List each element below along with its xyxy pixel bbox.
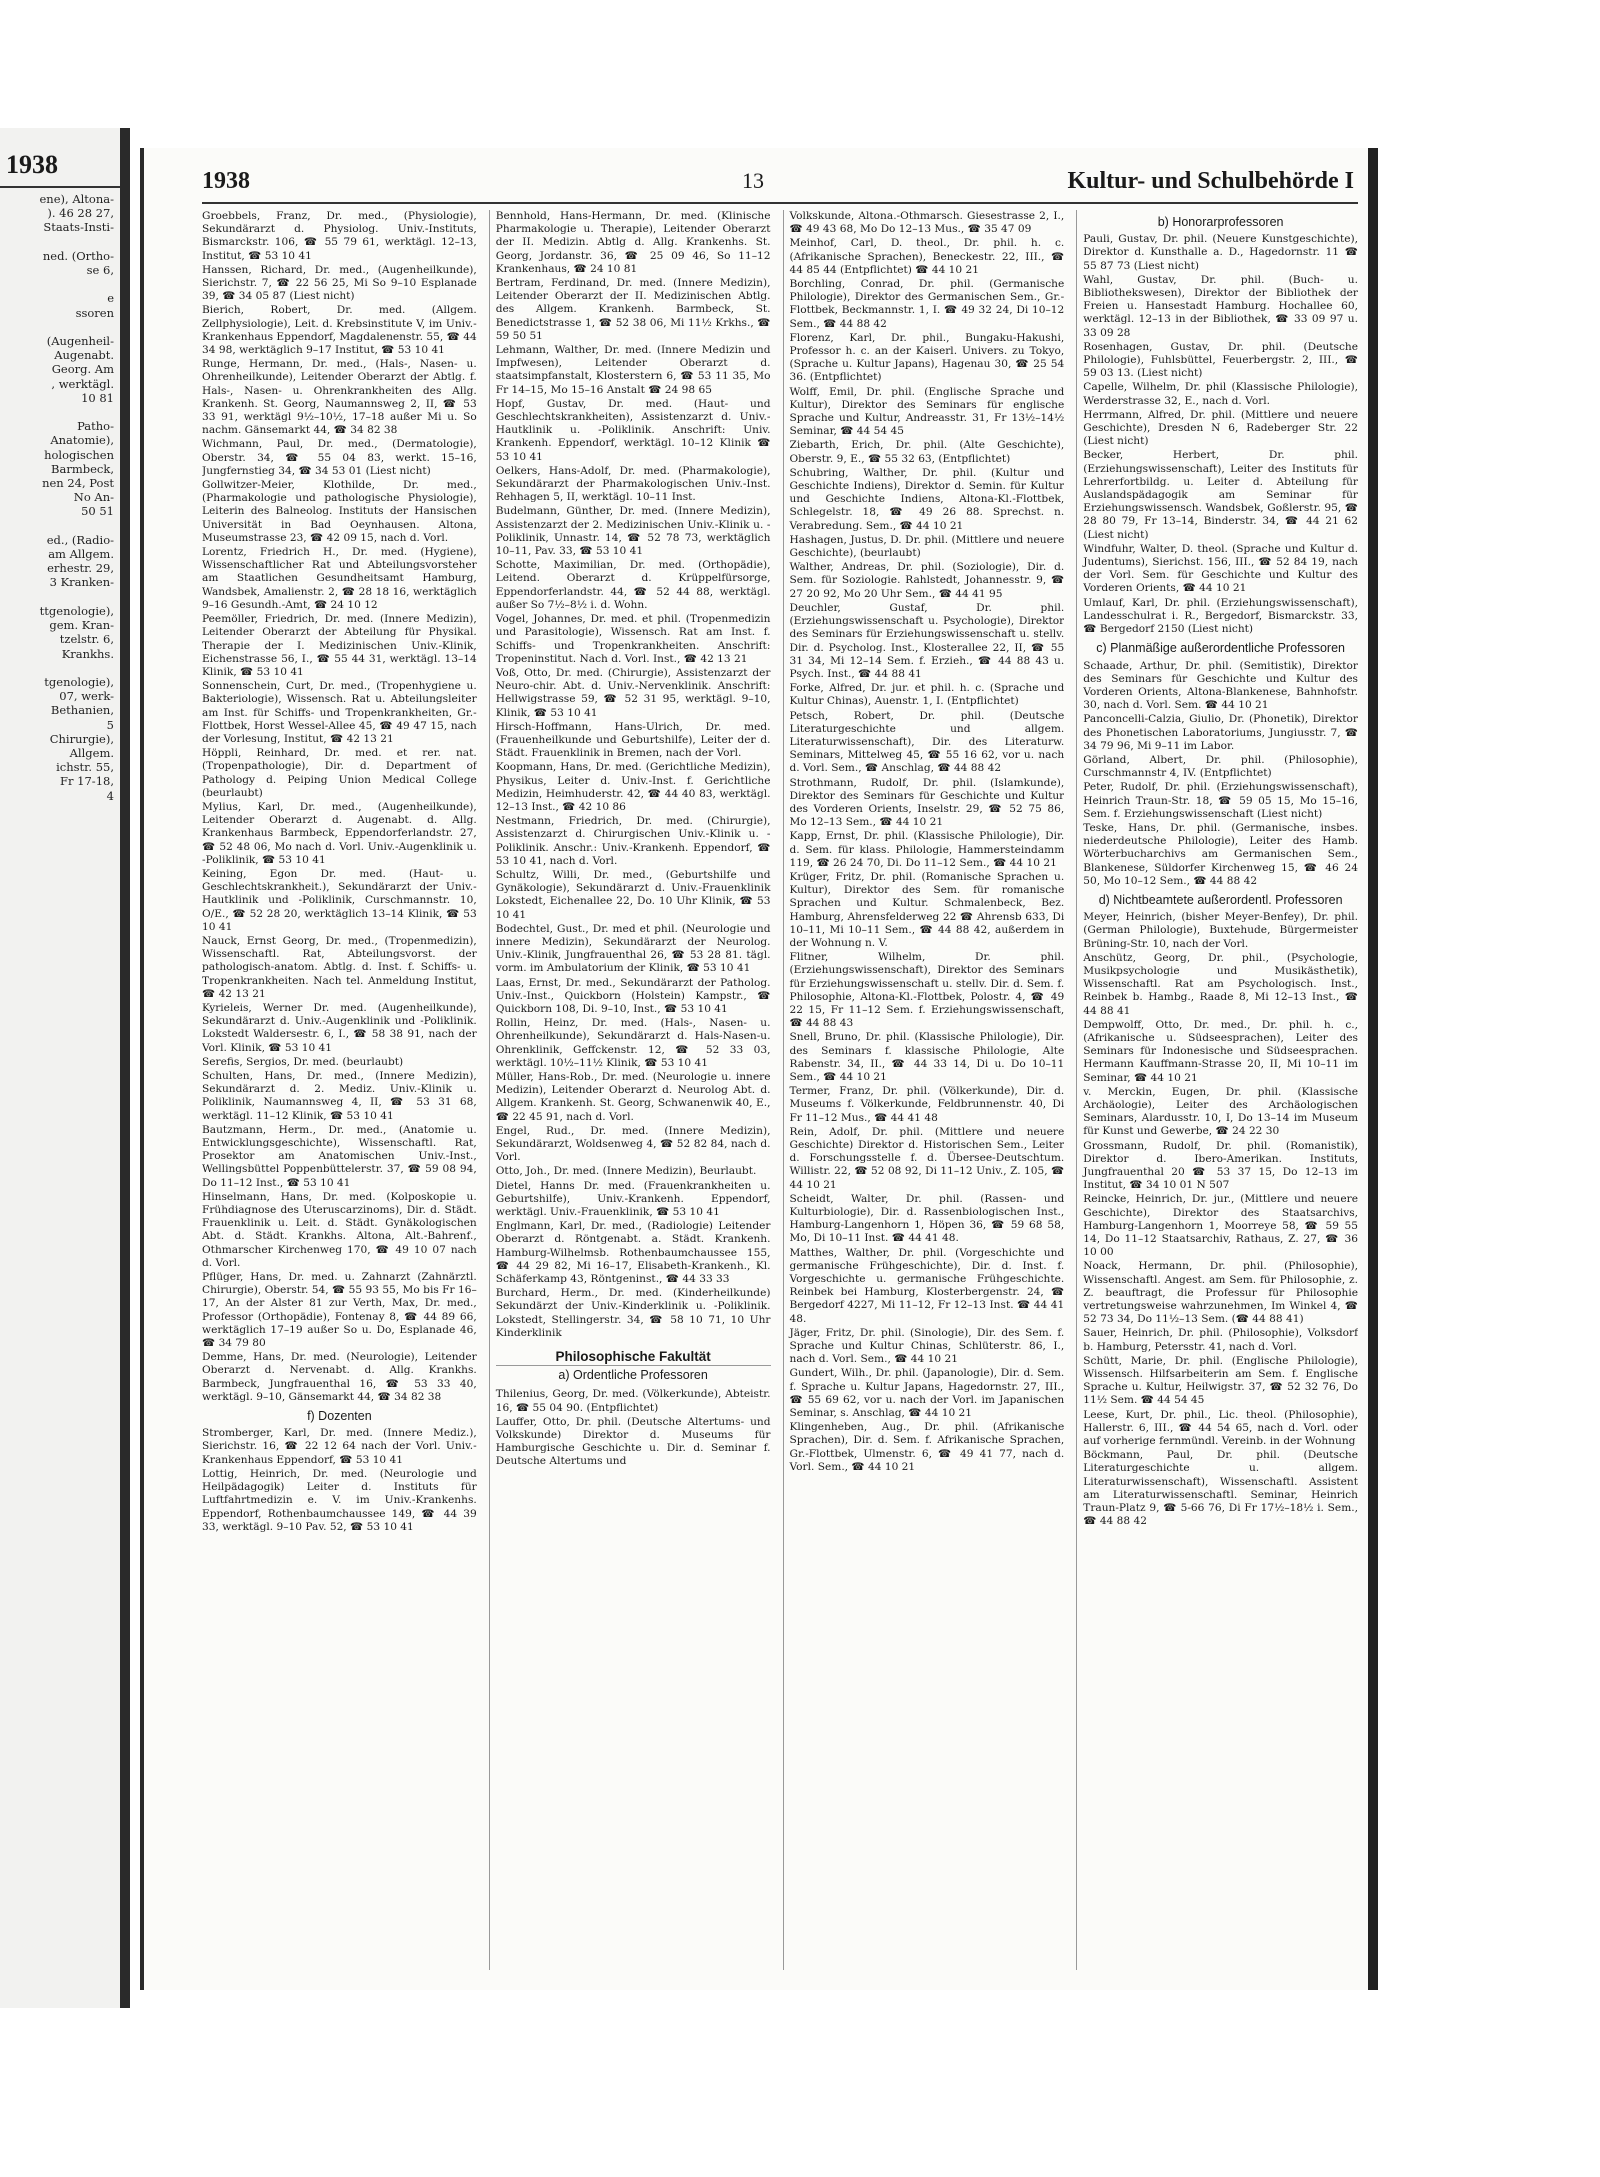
previous-page-edge (0, 128, 130, 2008)
directory-entry: Klingenheben, Aug., Dr. phil. (Afrikanische Sprachen), Dir. d. Sem. f. Afrikanische Sprachen, Gr.-Flottbek, Ulmenstr. 6, ☎ 49 41 77, nach d. Vorl. Sem., ☎ 44 10 21 (789, 1421, 1065, 1473)
directory-entry: Teske, Hans, Dr. phil. (Germanische, insbes. niederdeutsche Philologie), Leiter des Hamb. Wörterbucharchivs am Germanischen Sem., Blankenese, Süldorfer Kirchenweg 15, ☎ 46 24 50, Mo 10–12 Sem., ☎ 44 88 42 (1083, 821, 1358, 887)
directory-entry: Lottig, Heinrich, Dr. med. (Neurologie und Heilpädagogik) Leiter d. Instituts für Luftfahrtmedizin e. V. im Univ.-Krankenhs. Eppendorf, Rothenbaumchaussee 149, ☎ 44 39 33, werktägl. 9–10 Pav. 52, ☎ 53 10 41 (202, 1467, 477, 1533)
section-heading: f) Dozenten (307, 1409, 372, 1424)
previous-page-line: 07, werk- (59, 689, 114, 704)
directory-entry: Lorentz, Friedrich H., Dr. med. (Hygiene), Wissenschaftlicher Rat und Abteilungsvorsteher am Staatlichen Gesundheitsamt Hamburg, Wandsbek, Amalienstr. 2, ☎ 28 18 16, werktäglich 9–16 Gesundh.-Amt, ☎ 24 10 12 (202, 546, 477, 611)
directory-entry: Dempwolff, Otto, Dr. med., Dr. phil. h. c., (Afrikanische u. Südseesprachen), Leiter des Seminars für Indonesische und Südseesprachen. Hermann Kauffmann-Strasse 20, II, Mi 10–11 im Seminar, ☎ 44 10 21 (1083, 1018, 1358, 1084)
directory-entry: Wichmann, Paul, Dr. med., (Dermatologie), Oberstr. 34, ☎ 55 04 83, werkt. 15–16, Jungfernstieg 34, ☎ 34 53 01 (Liest nicht) (202, 438, 477, 477)
directory-entry: Reincke, Heinrich, Dr. jur., (Mittlere und neuere Geschichte), Direktor des Staatsarchivs, Hamburg-Langenhorn 1, Moorreye 58, ☎ 59 55 14, Do 11–12 Staatsarchiv, Rathaus, Z. 27, ☎ 36 10 00 (1083, 1193, 1358, 1259)
previous-page-line: nen 24, Post (42, 476, 114, 491)
directory-entry: Engel, Rud., Dr. med. (Innere Medizin), Sekundärarzt, Woldsenweg 4, ☎ 52 82 84, nach d. Vorl. (495, 1124, 771, 1164)
directory-entry: Rosenhagen, Gustav, Dr. phil. (Deutsche Philologie), Fuhlsbüttel, Feuerbergstr. 2, III., ☎ 59 03 13. (Liest nicht) (1083, 340, 1358, 380)
directory-entry: Strothmann, Rudolf, Dr. phil. (Islamkunde), Direktor des Seminars für Geschichte und Kultur des Vorderen Orients, Inselstr. 29, ☎ 52 75 86, Mo 12–13 Sem., ☎ 44 10 21 (789, 776, 1065, 829)
directory-entry: Windfuhr, Walter, D. theol. (Sprache und Kultur d. Judentums), Sierichst. 156, III., ☎ 52 84 19, nach der Vorl. Sem. für Geschichte und Kultur des Vorderen Orients, ☎ 44 10 21 (1083, 542, 1358, 595)
directory-entry: Deuchler, Gustaf, Dr. phil. (Erziehungswissenschaft u. Psychologie), Direktor des Seminars für Erziehungswissenschaft u. stellv. Dir. d. Psycholog. Inst., Klosterallee 22, II, ☎ 55 31 34, Mi 12–14 Sem. f. Erzieh., ☎ 44 88 43 u. Psych. Inst., ☎ 44 88 41 (789, 601, 1065, 680)
previous-page-line: ichstr. 55, (56, 760, 114, 775)
page-title: Kultur- und Schulbehörde I (1067, 168, 1354, 194)
subsection-heading: a) Ordentliche Professoren (496, 1365, 771, 1382)
directory-entry: Vogel, Johannes, Dr. med. et phil. (Tropenmedizin und Parasitologie), Wissensch. Rat am Inst. f. Schiffs- und Tropenkrankheiten. Anschrift: Tropeninstitut. Nach d. Vorl. Inst., ☎ 42 13 21 (495, 613, 771, 665)
column-2 (489, 210, 771, 1970)
previous-page-line: ed., (Radio- (46, 532, 114, 547)
directory-entry: Keining, Egon Dr. med. (Haut- u. Geschlechtskrankheit.), Sekundärarzt der Univ.-Hautklinik und -Poliklinik, Curschmannstr. 10, O/E., ☎ 52 28 20, werktäglich 13–14 Klinik, ☎ 53 10 41 (202, 867, 477, 933)
directory-entry: Bodechtel, Gust., Dr. med et phil. (Neurologie und innere Medizin), Sekundärarzt der Neurolog. Univ.-Klinik, Jungfrauenthal 26, ☎ 53 28 81. tägl. vorm. im Ambulatorium der Klinik, ☎ 53 10 41 (495, 922, 771, 975)
directory-entry: Hanssen, Richard, Dr. med., (Augenheilkunde), Sierichstr. 7, ☎ 22 56 25, Mi So 9–10 Esplanade 39, ☎ 34 05 87 (Liest nicht) (202, 263, 477, 303)
previous-page-line (0, 277, 114, 291)
directory-entry: Scheidt, Walter, Dr. phil. (Rassen- und Kulturbiologie), Dir. d. Rassenbiologischen Inst., Hamburg-Langenhorn 1, Höpen 36, ☎ 59 68 58, Mo, Di 10–11 Inst. ☎ 44 41 48. (789, 1192, 1065, 1245)
directory-entry: Peter, Rudolf, Dr. phil. (Erziehungswissenschaft), Heinrich Traun-Str. 18, ☎ 59 05 15, Mo 15–16, Sem. f. Erziehungswissenschaft (Liest nicht) (1083, 781, 1358, 820)
previous-page-line: No An- (73, 490, 114, 505)
section-heading: b) Honorarprofessoren (1157, 215, 1284, 229)
directory-entry: Herrmann, Alfred, Dr. phil. (Mittlere und neuere Geschichte), Dresden N 6, Radeberger Str. 22 (Liest nicht) (1083, 408, 1358, 448)
directory-entry: Burchard, Herm., Dr. med. (Kinderheilkunde) Sekundärzt der Univ.-Kinderklinik u. -Poliklinik. Lokstedt, Stellingerstr. 34, ☎ 58 10 71, 10 Uhr Kinderklinik (495, 1287, 771, 1339)
directory-entry: Termer, Franz, Dr. phil. (Völkerkunde), Dir. d. Museums f. Völkerkunde, Feldbrunnenstr. 40, Di Fr 11–12 Mus., ☎ 44 41 48 (789, 1085, 1065, 1124)
directory-entry: Matthes, Walther, Dr. phil. (Vorgeschichte und germanische Frühgeschichte), Dir. d. Inst. f. Vorgeschichte u. germanische Frühgeschichte. Reinbek bei Hamburg, Klosterbergenstr. 24, ☎ Bergedorf 4227, Mi 11–12, Fr 12–13 Inst. ☎ 44 41 48. (789, 1246, 1065, 1325)
directory-entry: Ziebarth, Erich, Dr. phil. (Alte Geschichte), Oberstr. 9, E., ☎ 55 32 63, (Entpflichtet) (789, 439, 1065, 465)
previous-page-line: am Allgem. (48, 547, 114, 562)
previous-page-line: , werktägl. (51, 376, 114, 391)
previous-page-line (0, 519, 114, 533)
directory-entry: Kyrieleis, Werner Dr. med. (Augenheilkunde), Sekundärarzt d. Univ.-Augenklinik und -Poliklinik. Lokstedt Waldersestr. 6, I., ☎ 58 38 91, nach der Vorl. Klinik, ☎ 53 10 41 (202, 1001, 477, 1054)
directory-entry: Demme, Hans, Dr. med. (Neurologie), Leitender Oberarzt d. Nervenabt. d. Allg. Krankhs. Barmbeck, Jungfrauenthal 16, ☎ 53 33 40, werktägl. 9–10, Gänsemarkt 44, ☎ 34 82 38 (202, 1351, 477, 1403)
faculty-heading: Philosophische Fakultät (555, 1349, 711, 1365)
directory-entry: Umlauf, Karl, Dr. phil. (Erziehungswissenschaft), Landesschulrat i. R., Bergedorf, Bismarckstr. 33, ☎ Bergedorf 2150 (Liest nicht) (1083, 596, 1358, 636)
directory-entry: Pauli, Gustav, Dr. phil. (Neuere Kunstgeschichte), Direktor d. Kunsthalle a. D., Hagedornstr. 11 ☎ 55 87 73 (Liest nicht) (1083, 233, 1358, 272)
directory-entry: Englmann, Karl, Dr. med., (Radiologie) Leitender Oberarzt d. Röntgenabt. a. Städt. Krankenh. Hamburg-Wilhelmsb. Rothenbaumchaussee 155, ☎ 44 29 82, Mi 16–17, Elisabeth-Krankenh., Kl. Schäferkamp 43, Röntgeninst., ☎ 44 33 33 (495, 1220, 771, 1286)
previous-page-line: ). 46 28 27, (47, 206, 114, 221)
directory-entry: Bierich, Robert, Dr. med. (Allgem. Zellphysiologie), Leit. d. Krebsinstitute V, im Univ.-Krankenhaus Eppendorf, Magdalenenstr. 55, ☎ 44 34 98, werktäglich 9–17 Institut, ☎ 53 10 41 (202, 304, 477, 357)
directory-entry: Jäger, Fritz, Dr. phil. (Sinologie), Dir. des Sem. f. Sprache und Kultur Chinas, Schlüterstr. 86, I., nach d. Vorl. Sem., ☎ 44 10 21 (789, 1326, 1065, 1366)
previous-page-text (0, 188, 120, 803)
directory-entry: Becker, Herbert, Dr. phil. (Erziehungswissenschaft), Leiter des Instituts für Lehrerfortbildg. u. Leiter d. Abteilung für Auslandspädagogik am Seminar für Erziehungswissensch. Wandsbek, Goßlerstr. 95, ☎ 28 80 79, Fr 13–14, Binderstr. 34, ☎ 44 21 62 (Liest nicht) (1083, 449, 1358, 541)
previous-page-line: Anatomie), (50, 433, 114, 448)
previous-page-line: 3 Kranken- (49, 575, 114, 590)
previous-page-line: ssoren (75, 305, 114, 320)
previous-page-year: 1938 (0, 128, 120, 188)
previous-page-line: ned. (Ortho- (42, 248, 114, 263)
directory-entry: Bautzmann, Herm., Dr. med., (Anatomie u. Entwicklungsgeschichte), Wissenschaftl. Rat, Prosektor am Anatomischen Univ.-Inst., Wellingsbüttel Poppenbüttelerstr. 37, ☎ 59 08 94, Do 11–12 Inst., ☎ 53 10 41 (202, 1123, 477, 1189)
directory-entry: Höppli, Reinhard, Dr. med. et rer. nat. (Tropenpathologie), Dir. d. Department of Pathology d. Peiping Union Medical College (beurlaubt) (202, 747, 477, 799)
directory-entry: Forke, Alfred, Dr. jur. et phil. h. c. (Sprache und Kultur Chinas), Auenstr. 1, I. (Entpflichtet) (789, 682, 1065, 708)
previous-page-line: Fr 17-18, (60, 774, 114, 789)
previous-page-line: 5 (106, 717, 114, 732)
section-heading: d) Nichtbeamtete außerordentl. Professoren (1098, 892, 1343, 907)
directory-entry: Böckmann, Paul, Dr. phil. (Deutsche Literaturgeschichte u. allgem. Literaturwissenschaft), Wissenschaftl. Assistent am Literaturwissenschaftl. Seminar, Heinrich Traun-Platz 9, ☎ 5-66 76, Di Fr 17½–18½ i. Sem., ☎ 44 88 42 (1083, 1449, 1358, 1528)
previous-page-line (0, 661, 114, 675)
directory-entry: Hashagen, Justus, D. Dr. phil. (Mittlere und neuere Geschichte), (beurlaubt) (789, 533, 1065, 560)
text-columns (202, 210, 1358, 1970)
previous-page-line: Bethanien, (50, 703, 114, 718)
previous-page-line: (Augenheil- (46, 334, 114, 349)
directory-entry: Voß, Otto, Dr. med. (Chirurgie), Assistenzarzt der Neuro-chir. Abt. d. Univ.-Nervenklinik. Anschrift: Hellwigstrasse 59, ☎ 52 31 95, werktägl. 9–10, Klinik, ☎ 53 10 41 (495, 666, 771, 719)
directory-entry: v. Merckin, Eugen, Dr. phil. (Klassische Archäologie), Leiter des Archäologischen Seminars, Alardusstr. 10, I, Do 13–14 im Museum für Kunst und Gewerbe, ☎ 24 22 30 (1083, 1085, 1358, 1138)
directory-entry: Serefis, Sergios, Dr. med. (beurlaubt) (202, 1055, 404, 1068)
directory-entry: Oelkers, Hans-Adolf, Dr. med. (Pharmakologie), Sekundärarzt der Pharmakologischen Univ.-Inst. Rehhagen 5, II, werktägl. 10–11 Inst. (495, 464, 771, 504)
previous-page-line: Patho- (77, 419, 114, 434)
directory-entry: Kapp, Ernst, Dr. phil. (Klassische Philologie), Dir. d. Sem. für klass. Philologie, Hammersteindamm 119, ☎ 26 24 70, Di. Do 11–12 Sem., ☎ 44 10 21 (789, 830, 1065, 869)
page-number: 13 (742, 168, 764, 193)
directory-entry: Müller, Hans-Rob., Dr. med. (Neurologie u. innere Medizin), Leitender Oberarzt d. Neurolog Abt. d. Allgem. Krankenh. St. Georg, Schwanenwik 40, E., ☎ 22 45 91, nach d. Vorl. (495, 1071, 771, 1123)
previous-page-line: gem. Kran- (49, 618, 114, 633)
directory-entry: Panconcelli-Calzia, Giulio, Dr. (Phonetik), Direktor des Phonetischen Laboratoriums, Jungiusstr. 7, ☎ 34 79 96, Mi 9–11 im Labor. (1083, 713, 1358, 752)
directory-entry: Meinhof, Carl, D. theol., Dr. phil. h. c. (Afrikanische Sprachen), Beneckestr. 22, III., ☎ 44 85 44 (Entpflichtet) ☎ 44 10 21 (789, 237, 1065, 276)
directory-entry: Krüger, Fritz, Dr. phil. (Romanische Sprachen u. Kultur), Direktor des Sem. für romanische Sprachen und Kultur. Schmalenbeck, Bez. Hamburg, Ahrensfelderweg 22 ☎ Ahrensb 633, Di 10–11, Mi 10–11 Sem., ☎ 44 88 42, außerdem in der Wohnung n. V. (789, 870, 1065, 949)
directory-entry: Grossmann, Rudolf, Dr. phil. (Romanistik), Direktor d. Ibero-Amerikan. Instituts, Jungfrauenthal 20 ☎ 53 37 15, Do 12–13 im Institut, ☎ 34 10 01 N 507 (1083, 1139, 1358, 1192)
directory-entry: Hopf, Gustav, Dr. med. (Haut- und Geschlechtskrankheiten), Assistenzarzt d. Univ.-Hautklinik u. -Poliklinik. Anschrift: Univ. Krankenh. Eppendorf, werktägl. 10–12 Klinik ☎ 53 10 41 (495, 397, 771, 463)
directory-entry: Rein, Adolf, Dr. phil. (Mittlere und neuere Geschichte) Direktor d. Historischen Sem., Leiter d. Forschungsstelle f. d. Übersee-Deutschtum. Willistr. 22, ☎ 52 08 92, Di 11–12 Univ., Z. 105, ☎ 44 10 21 (789, 1125, 1065, 1191)
directory-entry: Bertram, Ferdinand, Dr. med. (Innere Medizin), Leitender Oberarzt der II. Medizinischen Abtlg. des Allgem. Krankenh. Barmbeck, St. Benedictstrasse 1, ☎ 52 38 06, Mi 11½ Krkhs., ☎ 59 50 51 (495, 277, 771, 342)
previous-page-line: 4 (106, 788, 114, 803)
directory-entry: Hinselmann, Hans, Dr. med. (Kolposkopie u. Frühdiagnose des Uteruscarzinoms), Dir. d. Städt. Frauenklinik u. Leit. d. Städt. Gynäkologischen Abt. d. Städt. Krankhs. Altona, Alt.-Bahrenf., Othmarscher Kirchenweg 170, ☎ 49 10 07 nach d. Vorl. (202, 1190, 477, 1269)
directory-entry: Rollin, Heinz, Dr. med. (Hals-, Nasen- u. Ohrenheilkunde), Sekundärarzt d. Hals-Nasen-u. Ohrenklinik, Geffckenstr. 12, ☎ 52 33 03, werktägl. 10½–11½ Klinik, ☎ 53 10 41 (495, 1017, 771, 1069)
directory-entry: Budelmann, Günther, Dr. med. (Innere Medizin), Assistenzarzt der 2. Medizinischen Univ.-Klinik u. -Poliklinik, Unnastr. 14, ☎ 52 78 73, werktäglich 10–11, Pav. 33, ☎ 53 10 41 (495, 505, 771, 558)
previous-page-line: Krankhs. (61, 646, 114, 661)
directory-entry: Groebbels, Franz, Dr. med., (Physiologie), Sekundärarzt d. Physiolog. Univ.-Instituts, Bismarckstr. 106, ☎ 55 79 61, werktägl. 12–13, Institut, ☎ 53 10 41 (202, 210, 477, 262)
column-4 (1076, 210, 1358, 1970)
directory-entry: Stromberger, Karl, Dr. med. (Innere Mediz.), Sierichstr. 16, ☎ 22 12 64 nach der Vorl. Univ.-Krankenhaus Eppendorf, ☎ 53 10 41 (202, 1427, 477, 1466)
directory-entry: Görland, Albert, Dr. phil. (Philosophie), Curschmannstr 4, IV. (Entpflichtet) (1083, 753, 1358, 780)
previous-page-line: Allgem. (69, 745, 114, 760)
directory-entry: Flitner, Wilhelm, Dr. phil. (Erziehungswissenschaft), Direktor des Seminars für Erziehungswissenschaft u. stellv. Dir. d. Sem. f. Philosophie, Altona-Kl.-Flottbek, Polostr. 4, ☎ 49 22 15, Fr 11–12 Sem. f. Erziehungswissenschaft, ☎ 44 88 43 (789, 951, 1065, 1030)
previous-page-line (0, 320, 114, 334)
directory-entry: Wolff, Emil, Dr. phil. (Englische Sprache und Kultur), Direktor des Seminars für englische Sprache und Kultur, Andreasstr. 31, Fr 13½–14½ Seminar, ☎ 44 54 45 (789, 385, 1065, 438)
directory-entry: Capelle, Wilhelm, Dr. phil (Klassische Philologie), Werderstrasse 32, E., nach d. Vorl. (1083, 381, 1358, 407)
directory-entry: Schulten, Hans, Dr. med., (Innere Medizin), Sekundärarzt d. 2. Mediz. Univ.-Klinik u. Poliklinik, Naumannsweg 4, II, ☎ 53 31 68, werktägl. 11–12 Klinik, ☎ 53 10 41 (202, 1070, 477, 1122)
column-1 (202, 210, 477, 1970)
directory-entry: Volkskunde, Altona.-Othmarsch. Giesestrasse 2, I., ☎ 49 43 68, Mo Do 12–13 Mus., ☎ 35 47 09 (789, 210, 1065, 236)
previous-page-line: se 6, (86, 263, 114, 278)
directory-entry: Leese, Kurt, Dr. phil., Lic. theol. (Philosophie), Hallerstr. 6, III., ☎ 44 54 65, nach d. Vorl. oder auf vorherige fernmündl. Vereinb. in der Wohnung (1083, 1408, 1358, 1448)
previous-page-line: Barmbeck, (51, 461, 114, 476)
directory-entry: Hirsch-Hoffmann, Hans-Ulrich, Dr. med. (Frauenheilkunde und Geburtshilfe), Leiter der d. Städt. Frauenklinik in Bremen, nach der Vorl. (495, 720, 771, 760)
directory-entry: Schaade, Arthur, Dr. phil. (Semitistik), Direktor des Seminars für Geschichte und Kultur des Vorderen Orients, Altona-Blankenese, Bahnhofstr. 30, nach d. Vorl. Sem. ☎ 44 10 21 (1083, 659, 1358, 712)
previous-page-line: Staats-Insti- (43, 220, 114, 235)
directory-entry: Gundert, Wilh., Dr. phil. (Japanologie), Dir. d. Sem. f. Sprache u. Kultur Japans, Hagedornstr. 27, III., ☎ 55 69 62, vor u. nach der Vorl. im Japanischen Seminar, s. Anschlag, ☎ 44 10 21 (789, 1367, 1065, 1420)
previous-page-line: tzelstr. 6, (59, 632, 114, 647)
directory-entry: Otto, Joh., Dr. med. (Innere Medizin), Beurlaubt. (495, 1165, 757, 1178)
directory-entry: Runge, Hermann, Dr. med., (Hals-, Nasen- u. Ohrenheilkunde), Leitender Oberarzt der Abtlg. f. Hals-, Nasen- u. Ohrenkrankheiten des Allg. Krankenh. St. Georg, Naumannsweg 2, II, ☎ 53 33 91, werktägl 9½–10½, 17–18 außer Mi u. So nachm. Gänsemarkt 44, ☎ 34 82 38 (202, 358, 477, 437)
previous-page-line (0, 235, 114, 249)
directory-entry: Anschütz, Georg, Dr. phil., (Psychologie, Musikpsychologie und Musikästhetik), Wissenschaftl. Rat am Psychologisch. Inst., Reinbek b. Hambg., Raade 8, Mi 12–13 Inst., ☎ 44 88 41 (1083, 951, 1358, 1017)
directory-entry: Schultz, Willi, Dr. med., (Geburtshilfe und Gynäkologie), Sekundärarzt d. Univ.-Frauenklinik Lokstedt, Eichenallee 22, Do. 10 Uhr Klinik, ☎ 53 10 41 (495, 868, 771, 921)
previous-page-line: Chirurgie), (49, 731, 114, 746)
directory-entry: Nauck, Ernst Georg, Dr. med., (Tropenmedizin), Wissenschaftl. Rat, Abteilungsvorst. der pathologisch-anatom. Abtlg. d. Inst. f. Schiffs- u. Tropenkrankheiten. Nach tel. Anmeldung Institut, ☎ 42 13 21 (202, 934, 477, 1000)
directory-entry: Noack, Hermann, Dr. phil. (Philosophie), Wissenschaftl. Angest. am Sem. für Philosophie, z. Z. beauftragt, die Professur für Philosophie vertretungsweise wahrzunehmen, Im Winkel 4, ☎ 52 73 34, Do 11½–13 Sem. (☎ 44 88 41) (1083, 1260, 1358, 1326)
document-page (140, 148, 1368, 1990)
previous-page-line: Augenabt. (54, 348, 114, 363)
directory-entry: Peemöller, Friedrich, Dr. med. (Innere Medizin), Leitender Oberarzt der Abteilung für Physikal. Therapie der I. Medizinischen Univ.-Klinik, Eichenstrasse 56, I., ☎ 55 44 31, werktägl. 13–14 Klinik, ☎ 53 10 41 (202, 613, 477, 678)
previous-page-line: 10 81 (81, 390, 114, 405)
previous-page-line: hologischen (44, 447, 114, 462)
directory-entry: Dietel, Hanns Dr. med. (Frauenkrankheiten u. Geburtshilfe), Univ.-Krankenh. Eppendorf, werktägl. Univ.-Frauenklinik, ☎ 53 10 41 (495, 1179, 771, 1219)
column-3 (783, 210, 1065, 1970)
directory-entry: Koopmann, Hans, Dr. med. (Gerichtliche Medizin), Physikus, Leiter d. Univ.-Inst. f. Gerichtliche Medizin, Heimhuderstr. 42, ☎ 44 40 83, werktägl. 12–13 Inst., ☎ 42 10 86 (495, 761, 771, 813)
previous-page-line (0, 405, 114, 419)
previous-page-line: ene), Altona- (39, 192, 114, 206)
directory-entry: Schotte, Maximilian, Dr. med. (Orthopädie), Leitend. Oberarzt d. Krüppelfürsorge, Eppendorferlandstr. 44, ☎ 52 44 88, werktägl. außer So 7½–8½ i. d. Wohn. (495, 559, 771, 611)
previous-page-line (0, 590, 114, 604)
directory-entry: Borchling, Conrad, Dr. phil. (Germanische Philologie), Direktor des Germanischen Sem., Gr.-Flottbek, Beckmannstr. 1, I. ☎ 49 32 24, Di 10–12 Sem., ☎ 44 88 42 (789, 278, 1065, 330)
previous-page-line: tgenologie), (44, 674, 114, 689)
previous-page-line: erhestr. 29, (47, 561, 114, 576)
directory-entry: Pflüger, Hans, Dr. med. u. Zahnarzt (Zahnärztl. Chirurgie), Oberstr. 54, ☎ 55 93 55, Mo bis Fr 16–17, An der Alster 81 zur Verth, Max, Dr. med., Professor (Orthopädie), Fontenay 8, ☎ 44 89 66, werktäglich 17–19 außer So u. Do, Esplanade 46, ☎ 34 79 80 (202, 1271, 477, 1350)
directory-entry: Florenz, Karl, Dr. phil., Bungaku-Hakushi, Professor h. c. an der Kaiserl. Univers. zu Tokyo, (Sprache u. Kultur Japans), Hagenau 30, ☎ 25 54 36. (Entpflichtet) (789, 331, 1065, 384)
previous-page-line: ttgenologie), (39, 603, 114, 618)
directory-entry: Walther, Andreas, Dr. phil. (Soziologie), Dir. d. Sem. für Soziologie. Rahlstedt, Johannesstr. 9, ☎ 27 20 92, Mo 20 Uhr Sem., ☎ 44 41 95 (789, 561, 1065, 600)
directory-entry: Snell, Bruno, Dr. phil. (Klassische Philologie), Dir. des Seminars f. klassische Philologie, Alte Rabenstr. 34, II., ☎ 44 33 14, Di u. Do 10–11 Sem., ☎ 44 10 21 (789, 1031, 1065, 1083)
directory-entry: Schubring, Walther, Dr. phil. (Kultur und Geschichte Indiens), Direktor d. Semin. für Kultur und Geschichte Indiens, Altona-Kl.-Flottbek, Schlegelstr. 18, ☎ 49 26 88. Sprechst. n. Verabredung. Sem., ☎ 44 10 21 (789, 466, 1065, 532)
directory-entry: Thilenius, Georg, Dr. med. (Völkerkunde), Abteistr. 16, ☎ 55 04 90. (Entpflichtet) (495, 1388, 771, 1414)
directory-entry: Sonnenschein, Curt, Dr. med., (Tropenhygiene u. Bakteriologie), Wissensch. Rat u. Abteilungsleiter am Inst. für Schiffs- und Tropenkrankheiten, Gr.-Flottbek, Horst Wessel-Allee 45, ☎ 49 47 15, nach der Vorlesung, Institut, ☎ 42 13 21 (202, 680, 477, 745)
directory-entry: Lehmann, Walther, Dr. med. (Innere Medizin und Impfwesen), Leitender Oberarzt d. staatsimpfanstalt, Klosterstern 6, ☎ 53 11 35, Mo Fr 14–15, Mo 15–16 Anstalt ☎ 24 98 65 (495, 344, 771, 396)
directory-entry: Gollwitzer-Meier, Klothilde, Dr. med., (Pharmakologie und pathologische Physiologie), Leiterin des Balneolog. Instituts der Hansischen Universität in Bad Oeynhausen. Altona, Museumstrasse 23, ☎ 42 09 15, nach d. Vorl. (202, 479, 477, 544)
directory-entry: Mylius, Karl, Dr. med., (Augenheilkunde), Leitender Oberarzt d. Augenabt. d. Allg. Krankenhaus Barmbeck, Eppendorferlandstr. 27, ☎ 52 48 06, Mo nach d. Vorl. Univ.-Augenklinik u. -Poliklinik, ☎ 53 10 41 (202, 800, 477, 866)
directory-entry: Meyer, Heinrich, (bisher Meyer-Benfey), Dr. phil. (German Philologie), Buxtehude, Bürgermeister Brüning-Str. 10, nach der Vorl. (1083, 911, 1358, 950)
directory-entry: Bennhold, Hans-Hermann, Dr. med. (Klinische Pharmakologie u. Therapie), Leitender Oberarzt der II. Medizin. Abtlg d. Allg. Krankenhs. St. Georg, Jordanstr. 36, ☎ 25 09 46, So 11–12 Krankenhaus, ☎ 24 10 81 (495, 210, 771, 275)
page-header (202, 162, 1358, 204)
directory-entry: Lauffer, Otto, Dr. phil. (Deutsche Altertums- und Volkskunde) Direktor d. Museums für Hamburgische Geschichte u. Dir. d. Seminar f. Deutsche Altertums und (495, 1415, 771, 1468)
previous-page-line: e (107, 291, 114, 306)
previous-page-line: 50 51 (81, 504, 114, 519)
directory-entry: Laas, Ernst, Dr. med., Sekundärarzt der Patholog. Univ.-Inst., Quickborn (Holstein) Kampstr., ☎ Quickborn 108, Di. 9–10, Inst., ☎ 53 10 41 (495, 976, 771, 1015)
directory-entry: Nestmann, Friedrich, Dr. med. (Chirurgie), Assistenzarzt d. Chirurgischen Univ.-Klinik u. -Poliklinik. Anschr.: Univ.-Krankenh. Eppendorf, ☎ 53 10 41, nach d. Vorl. (495, 815, 771, 867)
directory-entry: Schütt, Marie, Dr. phil. (Englische Philologie), Wissensch. Hilfsarbeiterin am Sem. f. Englische Sprache u. Kultur, Heilwigstr. 37, ☎ 52 32 76, Do 11½ Sem. ☎ 44 54 45 (1083, 1354, 1358, 1407)
header-year: 1938 (202, 168, 250, 194)
section-heading: c) Planmäßige außerordentliche Professoren (1096, 641, 1345, 656)
previous-page-line: Georg. Am (51, 362, 114, 377)
directory-entry: Petsch, Robert, Dr. phil. (Deutsche Literaturgeschichte und allgem. Literaturwissenschaft), Dir. des Literaturw. Seminars, Mittelweg 45, ☎ 55 16 62, vor u. nach d. Vorl. Sem., ☎ Anschlag, ☎ 44 88 42 (789, 709, 1065, 775)
directory-entry: Wahl, Gustav, Dr. phil. (Buch- u. Bibliothekswesen), Direktor der Bibliothek der Freien u. Hansestadt Hamburg. Hochallee 60, werktägl. 12–13 in der Bibliothek, ☎ 33 09 97 u. 33 09 28 (1083, 273, 1358, 339)
directory-entry: Sauer, Heinrich, Dr. phil. (Philosophie), Volksdorf b. Hamburg, Petersstr. 41, nach d. Vorl. (1083, 1327, 1358, 1353)
